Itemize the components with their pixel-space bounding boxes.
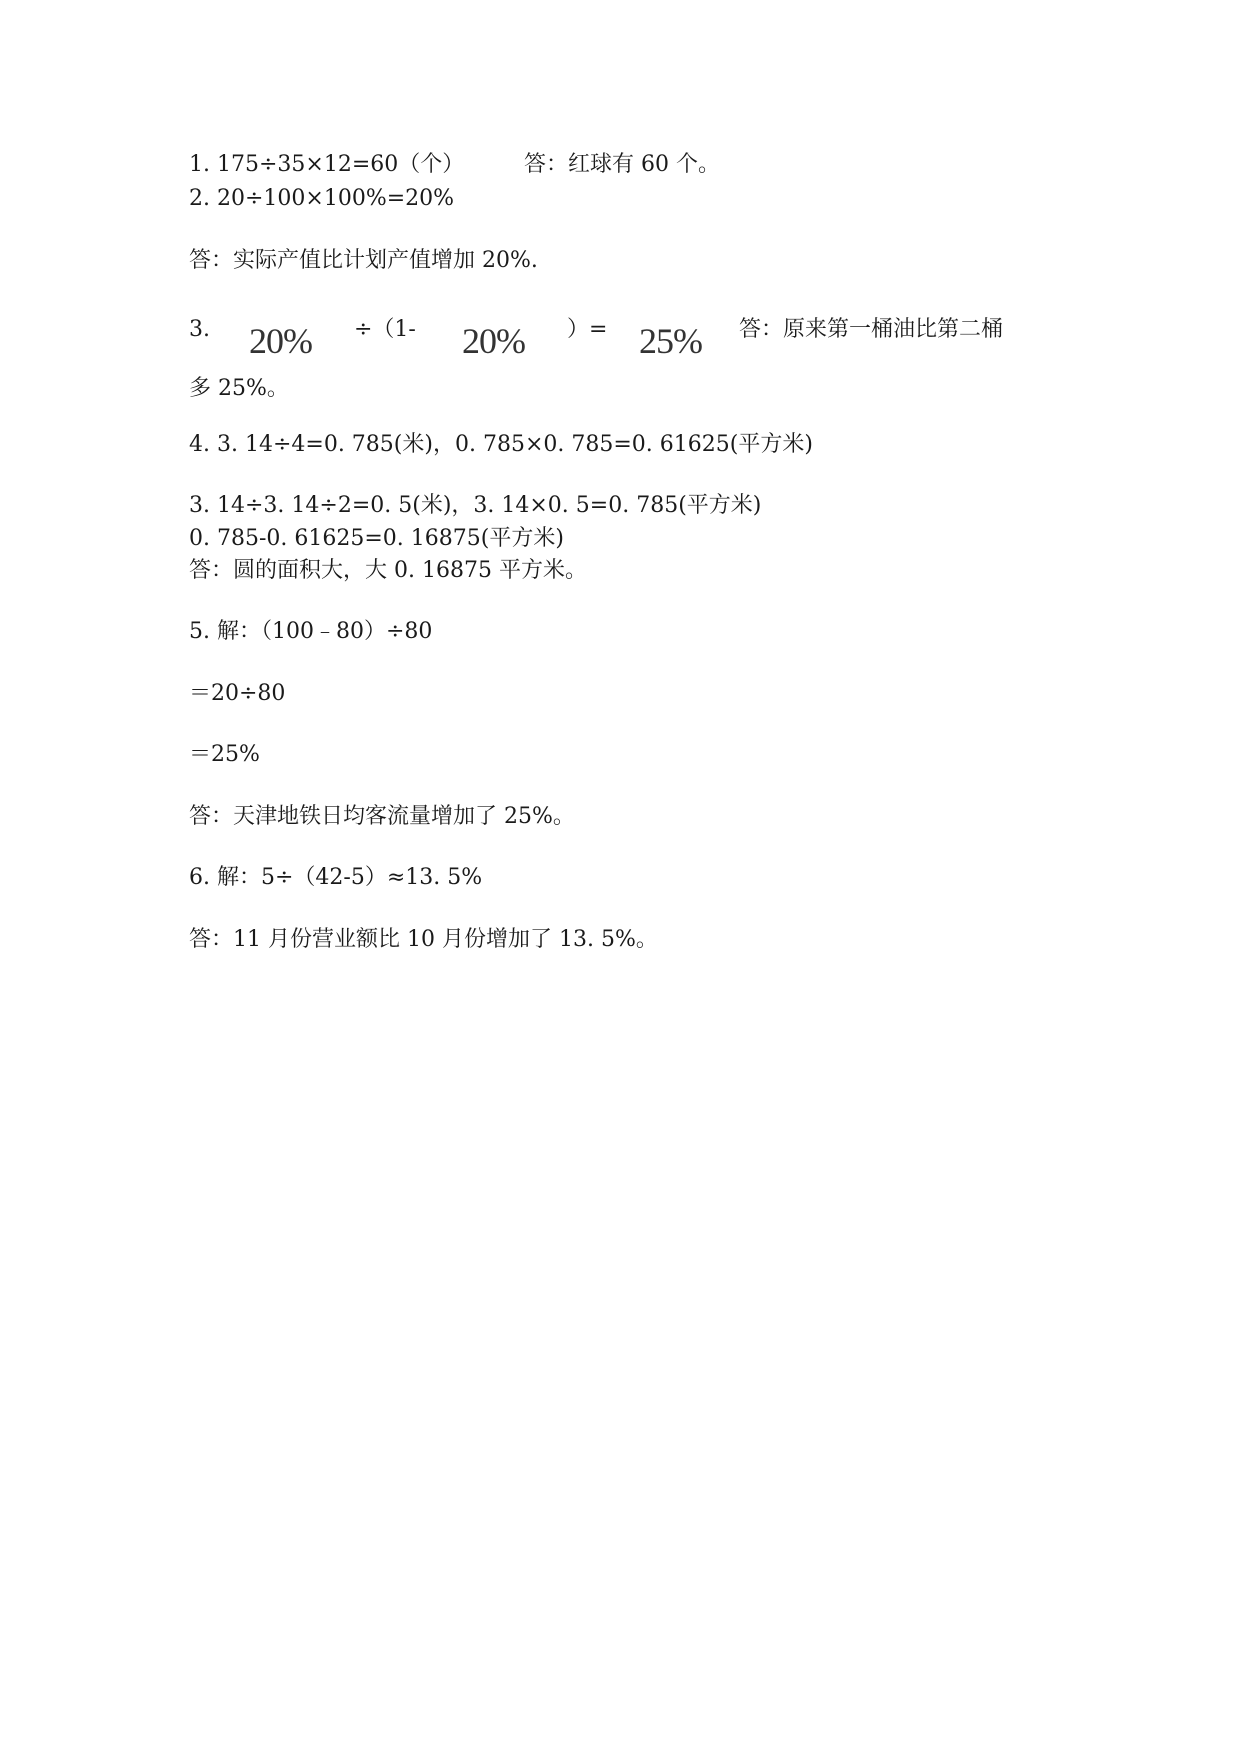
q3-fraction-3: 25% bbox=[639, 321, 702, 361]
q6-line-1: 6. 解：5÷（42-5）≈13. 5% bbox=[189, 865, 483, 890]
q4-line-3: 0. 785-0. 61625=0. 16875(平方米) bbox=[189, 526, 564, 551]
q2-answer: 答：实际产值比计划产值增加 20%. bbox=[189, 248, 538, 273]
q5-answer: 答：天津地铁日均客流量增加了 25%。 bbox=[189, 804, 575, 829]
q4-line-2: 3. 14÷3. 14÷2=0. 5(米)，3. 14×0. 5=0. 785(平方米) bbox=[189, 493, 762, 518]
q3-number: 3. bbox=[189, 317, 210, 342]
q1-answer: 答：红球有 60 个。 bbox=[524, 152, 720, 177]
q3-operator-1: ÷（1- bbox=[354, 317, 416, 342]
q3-answer-part2: 多 25%。 bbox=[189, 376, 289, 401]
q3-operator-2: ）= bbox=[567, 317, 608, 342]
q6-answer: 答：11 月份营业额比 10 月份增加了 13. 5%。 bbox=[189, 927, 658, 952]
q2-expression: 2. 20÷100×100%=20% bbox=[189, 186, 455, 211]
q1-expression: 1. 175÷35×12=60（个） bbox=[189, 152, 465, 177]
q4-answer: 答：圆的面积大，大 0. 16875 平方米。 bbox=[189, 558, 587, 583]
q5-line-2: ＝20÷80 bbox=[189, 681, 286, 706]
q3-fraction-2: 20% bbox=[462, 321, 525, 361]
q5-line-1: 5. 解：（100﹣80）÷80 bbox=[189, 619, 433, 644]
q3-fraction-1: 20% bbox=[249, 321, 312, 361]
q4-line-1: 4. 3. 14÷4=0. 785(米)，0. 785×0. 785=0. 61625(平方米) bbox=[189, 432, 813, 457]
q3-line bbox=[189, 315, 1089, 359]
q3-answer-part1: 答：原来第一桶油比第二桶 bbox=[739, 317, 1004, 342]
q5-line-3: ＝25% bbox=[189, 742, 260, 767]
